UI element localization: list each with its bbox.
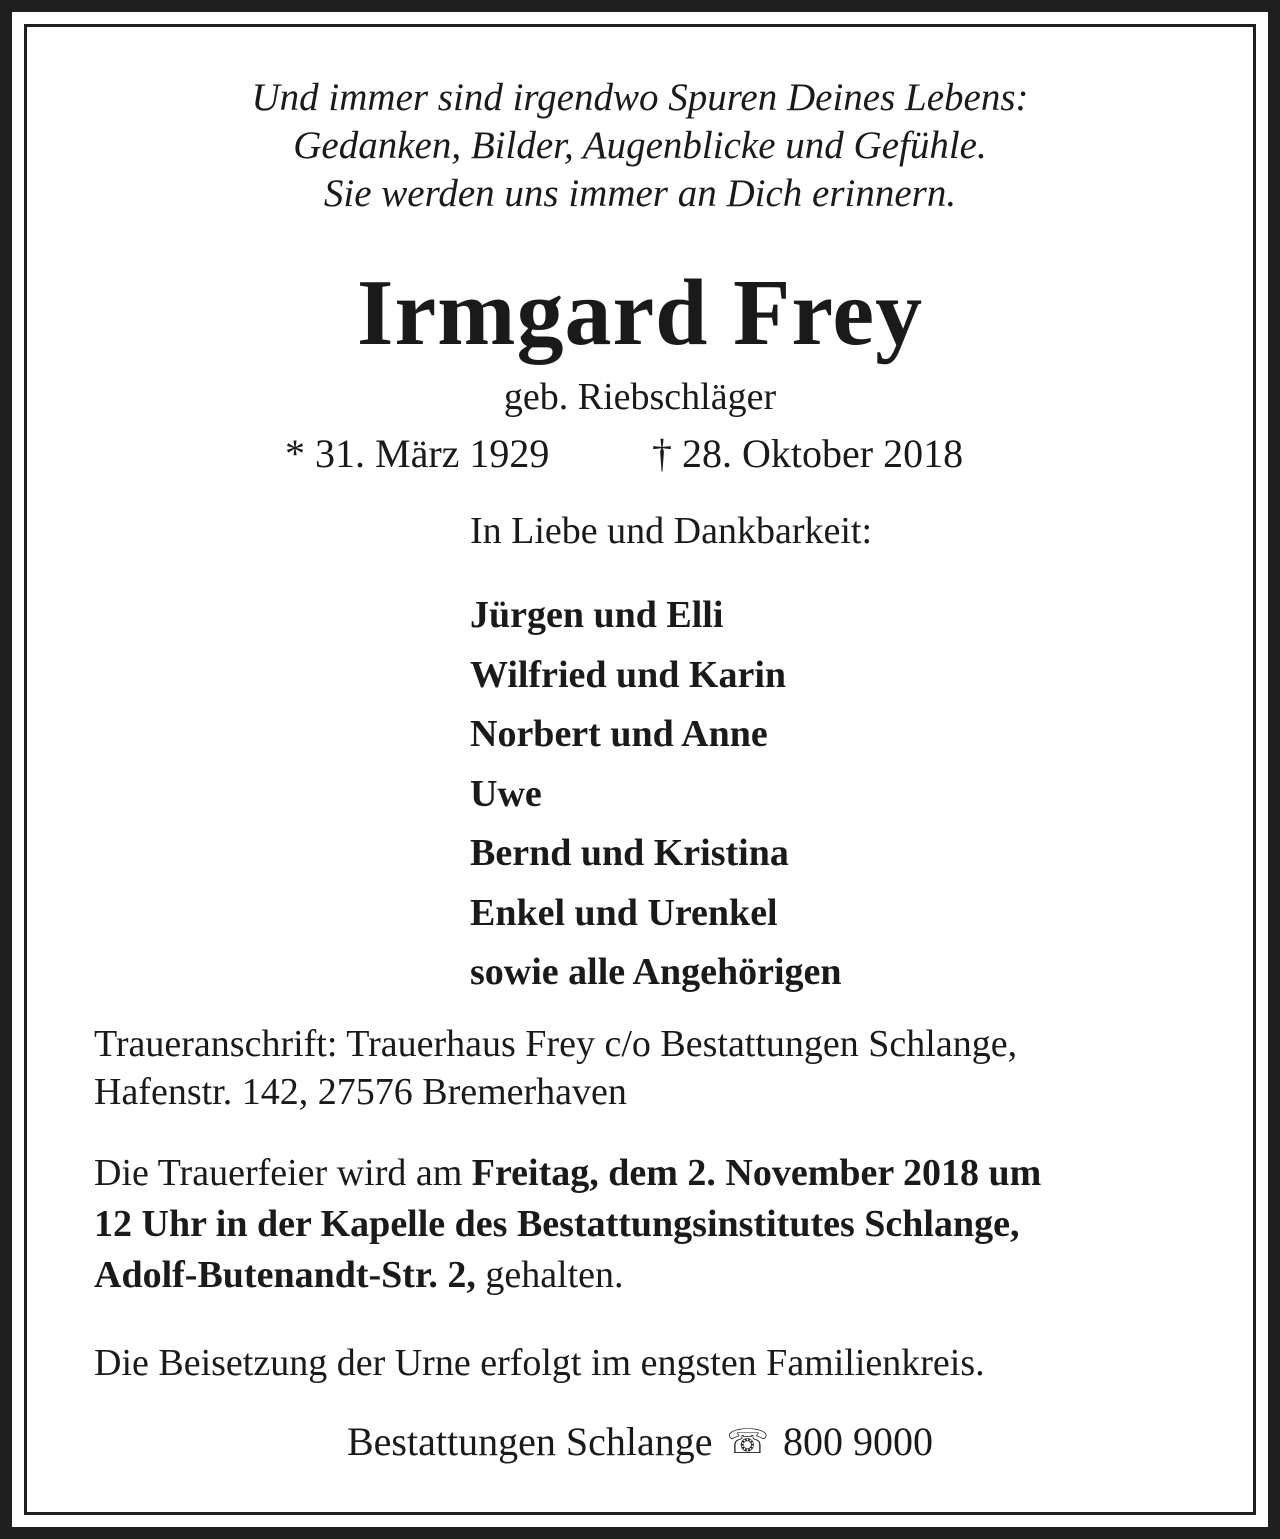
mourner-item: Jürgen und Elli — [470, 594, 724, 636]
verse-line-1: Und immer sind irgendwo Spuren Deines Lebens: — [251, 76, 1029, 119]
service-street: Adolf-Butenandt-Str. 2, — [94, 1254, 476, 1296]
birth-date: * 31. März 1929 — [285, 431, 550, 476]
mourner-item: Norbert und Anne — [470, 713, 768, 755]
mourning-address — [94, 1020, 1017, 1116]
telephone-icon: ☏ — [726, 1422, 769, 1462]
deceased-name: Irmgard Frey — [356, 261, 924, 365]
service-text: Die Trauerfeier wird am — [94, 1152, 472, 1194]
service-line-2 — [94, 1199, 1041, 1250]
mourner-item: Wilfried und Karin — [470, 653, 787, 696]
phone-number: 800 9000 — [783, 1419, 933, 1464]
mourner-item: Uwe — [470, 772, 542, 815]
service-line-1 — [94, 1148, 1041, 1199]
service-location: 12 Uhr in der Kapelle des Bestattungsinstitutes Schlange, — [94, 1203, 1020, 1245]
service-line-3 — [94, 1250, 1041, 1301]
funeral-home-name: Bestattungen Schlange — [347, 1419, 713, 1464]
burial-note: Die Beisetzung der Urne erfolgt im engsten Familienkreis. — [94, 1342, 985, 1384]
mourner-item: Enkel und Urenkel — [470, 891, 778, 934]
funeral-service-info — [94, 1148, 1041, 1301]
mourners-list — [470, 586, 842, 1003]
mourner-item: sowie alle Angehörigen — [470, 951, 842, 993]
address-line-2: Hafenstr. 142, 27576 Bremerhaven — [94, 1071, 627, 1113]
funeral-home-contact — [0, 1418, 1280, 1466]
service-text-end: gehalten. — [475, 1254, 624, 1296]
death-date: † 28. Oktober 2018 — [652, 431, 964, 476]
verse-line-3: Sie werden uns immer an Dich erinnern. — [323, 172, 957, 215]
memorial-verse — [0, 74, 1280, 218]
thanks-line: In Liebe und Dankbarkeit: — [470, 510, 873, 552]
verse-line-2: Gedanken, Bilder, Augenblicke und Gefühle. — [293, 124, 987, 167]
mourner-item: Bernd und Kristina — [470, 832, 789, 874]
maiden-name: geb. Riebschläger — [503, 376, 777, 418]
service-date: Freitag, dem 2. November 2018 um — [471, 1152, 1042, 1194]
address-line-1: Traueranschrift: Trauerhaus Frey c/o Bestattungen Schlange, — [94, 1023, 1018, 1065]
